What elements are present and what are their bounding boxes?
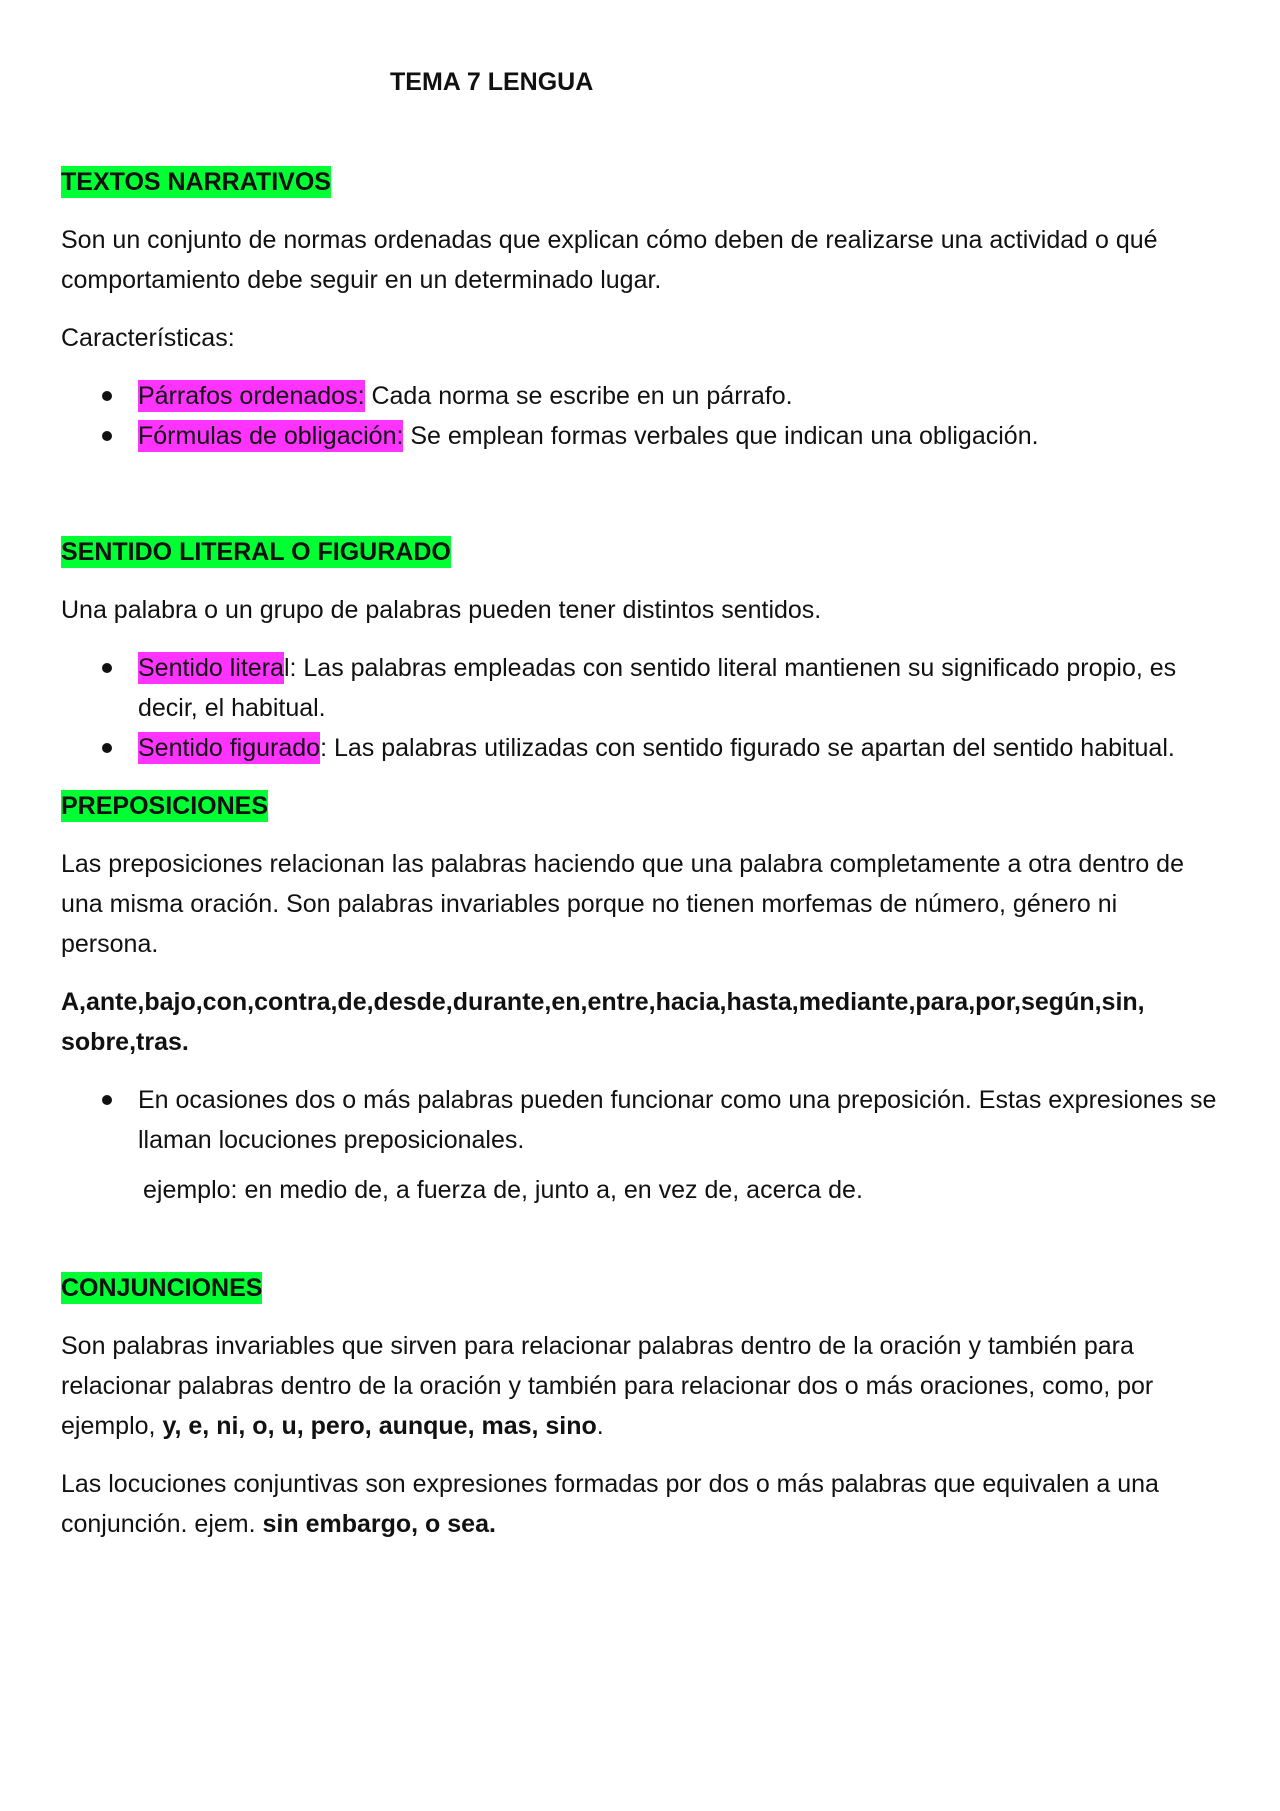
spacer [61,474,1221,532]
prepositions-list: A,ante,bajo,con,contra,de,desde,durante,en,entre,hacia,hasta,mediante,para,por,según,sin, sobre,tras. [61,988,1145,1056]
section-heading-preposiciones [61,786,1221,826]
term-highlight: Sentido litera [138,654,284,682]
heading-highlight: CONJUNCIONES [61,1274,263,1302]
spacer [61,1228,1221,1268]
heading-highlight: TEXTOS NARRATIVOS [61,168,331,196]
conjunctions-examples: y, e, ni, o, u, pero, aunque, mas, sino [162,1412,597,1440]
document-title: TEMA 7 LENGUA [390,68,594,96]
locuciones-list [61,1080,1221,1160]
term-highlight: Fórmulas de obligación: [138,422,404,450]
paragraph-end: . [596,1412,604,1440]
example-text: ejemplo: en medio de, a fuerza de, junto a, en vez de, acerca de. [143,1176,863,1204]
section-paragraph: Las preposiciones relacionan las palabras haciendo que una palabra completamente a otra dentro de una misma oración. Son palabras invariables porque no tienen morfemas de número, género ni persona. [61,850,1184,958]
section-heading-textos-narrativos [61,162,1221,202]
section-heading-conjunciones [61,1268,1221,1308]
document-body [61,62,1221,1562]
list-item [61,648,1221,728]
term-description: Se emplean formas verbales que indican una obligación. [403,422,1039,450]
heading-highlight: PREPOSICIONES [61,792,268,820]
characteristics-label: Características: [61,324,235,352]
locuciones-conjuntivas-paragraph [61,1464,1221,1544]
section-paragraph: Son un conjunto de normas ordenadas que explican cómo deben de realizarse una actividad o qué comportamiento debe seguir en un determinado lugar. [61,226,1158,294]
sentido-list [61,648,1221,768]
section-heading-sentido [61,532,1221,572]
list-item [61,728,1221,768]
term-highlight: Sentido figurado [138,734,321,762]
term-highlight: Párrafos ordenados: [138,382,365,410]
list-item: En ocasiones dos o más palabras pueden funcionar como una preposición. Estas expresiones se llaman locuciones preposicionales. [61,1080,1221,1160]
list-item [61,376,1221,416]
term-description: l: Las palabras empleadas con sentido literal mantienen su significado propio, es decir, el habitual. [138,654,1177,722]
locuciones-examples: sin embargo, o sea. [262,1510,496,1538]
term-description: : Las palabras utilizadas con sentido figurado se apartan del sentido habitual. [320,734,1175,762]
paragraph-text: Son palabras invariables que sirven para relacionar palabras dentro de la oración y también para relacionar palabras dentro de la oración y también para relacionar dos o más oraciones, como, por ejemplo, [61,1332,1154,1440]
characteristics-list [61,376,1221,456]
paragraph-text: Las locuciones conjuntivas son expresiones formadas por dos o más palabras que equivalen a una conjunción. ejem. [61,1470,1159,1538]
conjunctions-paragraph [61,1326,1221,1446]
heading-highlight: SENTIDO LITERAL O FIGURADO [61,538,451,566]
term-description: Cada norma se escribe en un párrafo. [364,382,793,410]
section-paragraph: Una palabra o un grupo de palabras pueden tener distintos sentidos. [61,596,822,624]
list-item [61,416,1221,456]
